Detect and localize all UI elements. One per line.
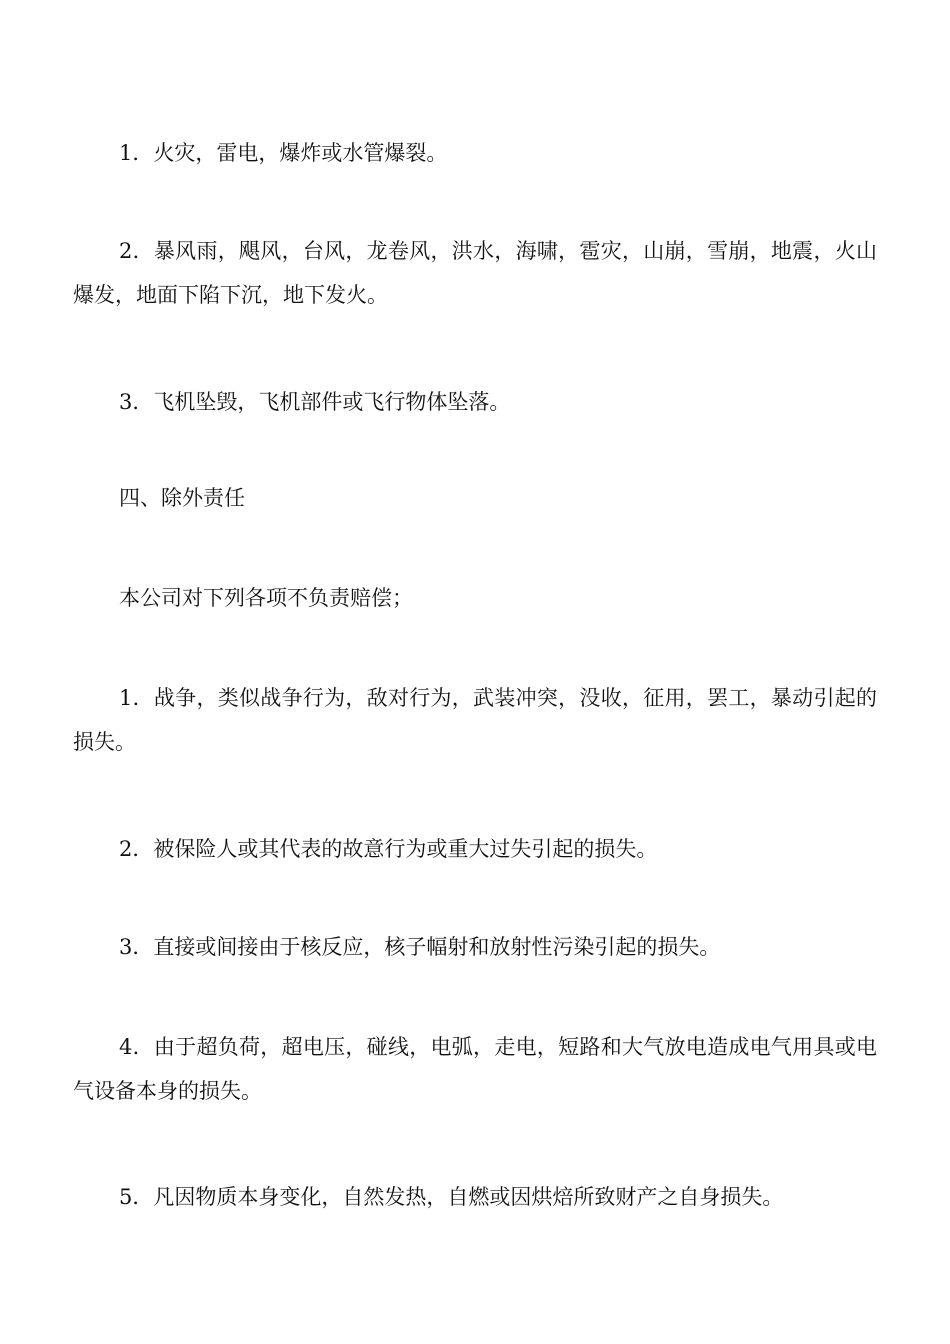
- paragraph-exclusion-3: 3．直接或间接由于核反应，核子幅射和放射性污染引起的损失。: [119, 935, 721, 959]
- paragraph-exclusion-1: 1．战争，类似战争行为，敌对行为，武装冲突，没收，征用，罢工，暴动引起的损失。: [73, 686, 877, 754]
- section-heading-exclusions: 四、除外责任: [119, 486, 245, 510]
- paragraph-exclusions-intro: 本公司对下列各项不负责赔偿；: [119, 586, 413, 610]
- paragraph-exclusion-4: 4．由于超负荷，超电压，碰线，电弧，走电，短路和大气放电造成电气用具或电气设备本身的损失。: [73, 1035, 877, 1103]
- paragraph-insured-risk-2: 2．暴风雨，飓风，台风，龙卷风，洪水，海啸，雹灾，山崩，雪崩，地震，火山爆发，地面下陷下沉，地下发火。: [73, 239, 877, 307]
- paragraph-insured-risk-1: 1．火灾，雷电，爆炸或水管爆裂。: [119, 141, 448, 165]
- paragraph-exclusion-5: 5．凡因物质本身变化，自然发热，自燃或因烘焙所致财产之自身损失。: [119, 1185, 784, 1209]
- paragraph-exclusion-2: 2．被保险人或其代表的故意行为或重大过失引起的损失。: [119, 837, 658, 861]
- paragraph-insured-risk-3: 3．飞机坠毁，飞机部件或飞行物体坠落。: [119, 390, 511, 414]
